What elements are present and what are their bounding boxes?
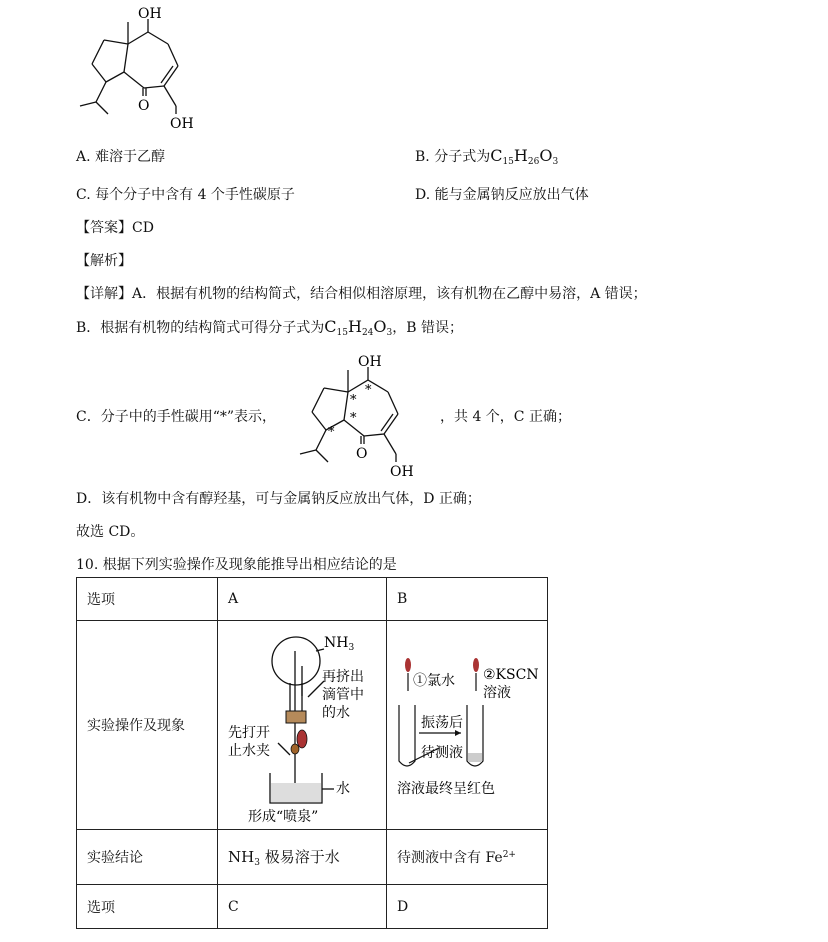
mol2-oh-top: OH [358,354,382,370]
footer-c: C [218,885,387,929]
footer-d: D [387,885,548,929]
open-line-1: 先打开 [228,725,270,741]
footer-option: 选项 [77,885,218,929]
molecule-structure-1 [72,2,212,132]
conclusion-a: $NH_3$ 极易溶于水 [218,830,387,885]
detail-a: 【详解】A．根据有机物的结构简式，结合相似相溶原理，该有机物在乙醇中易溶，A 错误； [76,286,647,302]
chiral-star-3: * [350,411,357,426]
open-line-2: 止水夹 [228,743,270,759]
conclusion: 故选 CD。 [76,524,145,540]
option-c: C. 每个分子中含有 4 个手性碳原子 [76,187,295,203]
chiral-star-2: * [350,393,357,408]
header-b: B [387,578,548,621]
row-operation-label: 实验操作及现象 [77,621,218,830]
answer: 【答案】CD [76,220,154,236]
detail-d: D．该有机物中含有醇羟基，可与金属钠反应放出气体，D 正确； [76,491,481,507]
fountain-experiment-diagram [218,621,386,825]
tube-caption: 溶液最终呈红色 [397,781,495,797]
detail-c-prefix: C．分子中的手性碳用“*”表示， [76,409,277,425]
analysis-heading: 【解析】 [76,253,132,269]
reagent-2-line-1: ②KSCN [483,667,539,683]
fountain-caption: 形成“喷泉” [248,809,319,825]
nh3-label: $NH_3$ [324,635,355,653]
chiral-star-1: * [365,383,372,398]
question-10: 10. 根据下列实验操作及现象能推导出相应结论的是 [76,557,397,573]
squeeze-line-2: 滴管中 [322,687,364,703]
conclusion-b: 待测液中含有 $Fe^{2+}$ [387,830,548,885]
row-conclusion-label: 实验结论 [77,830,218,885]
option-d: D. 能与金属钠反应放出气体 [415,187,589,203]
detail-c-suffix: ，共 4 个，C 正确； [440,409,571,425]
option-b: B. 分子式为$C_{15}H_{26}O_3$ [415,146,559,167]
experiment-table [76,577,548,929]
cell-fountain-diagram [218,621,387,830]
shake-label: 振荡后 [421,715,463,731]
molecule-structure-2 [292,350,432,480]
header-option: 选项 [77,578,218,621]
detail-b: B．根据有机物的结构简式可得分子式为$C_{15}H_{24}O_3$，B 错误； [76,317,464,338]
sample-label: 待测液 [421,745,463,761]
reagent-2-line-2: 溶液 [483,685,511,701]
mol1-oh-top: OH [138,6,162,22]
cell-tubes-diagram [387,621,548,830]
mol2-ketone-o: O [356,446,368,462]
mol2-oh-bottom: OH [390,464,414,480]
squeeze-line-3: 的水 [322,705,350,721]
reagent-1-label: ①氯水 [413,673,455,689]
option-a: A. 难溶于乙醇 [76,149,166,165]
mol1-oh-bottom: OH [170,116,194,132]
water-label: 水 [336,781,350,797]
mol1-ketone-o: O [138,98,150,114]
header-a: A [218,578,387,621]
squeeze-line-1: 再挤出 [322,669,364,685]
test-tube-diagram [387,621,547,825]
chiral-star-4: * [328,425,335,440]
